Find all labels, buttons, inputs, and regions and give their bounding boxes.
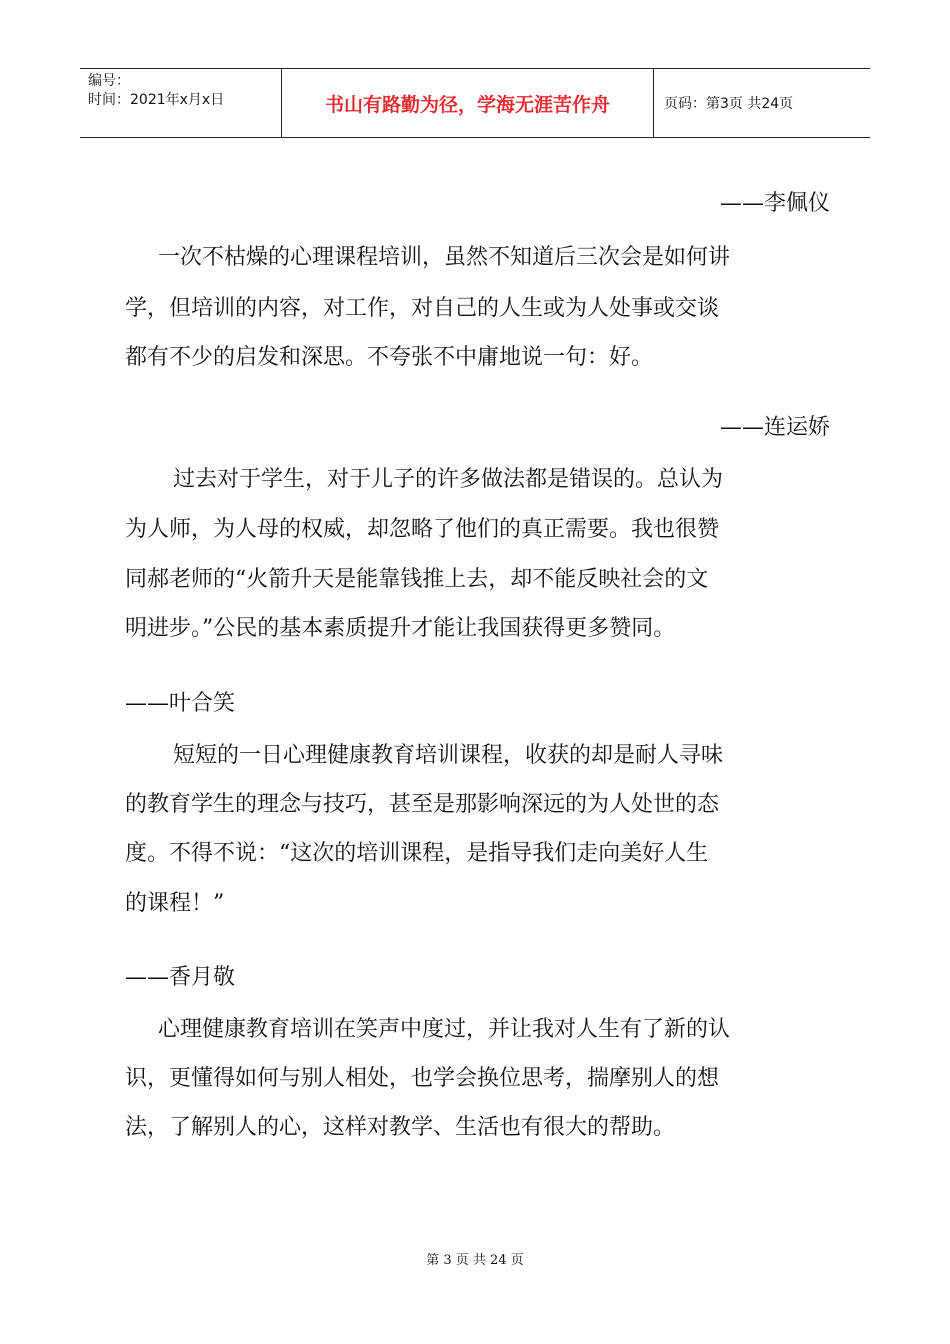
serial-label: 编号： xyxy=(88,73,130,89)
paragraph-4-line-2: 识，更懂得如何与别人相处，也学会换位思考，揣摩别人的想 xyxy=(125,1066,720,1091)
paragraph-2-line-4: 明进步。”公民的基本素质提升才能让我国获得更多赞同。 xyxy=(125,616,676,641)
signature-2: ——连运娇 xyxy=(719,415,830,440)
header-meta-cell xyxy=(80,69,282,137)
signature-1: ——李佩仪 xyxy=(719,191,830,216)
header-motto: 书山有路勤为径，学海无涯苦作舟 xyxy=(282,69,654,137)
header-page-info: 页码：第3页 共24页 xyxy=(664,96,794,112)
time-label: 时间：2021年x月x日 xyxy=(88,92,225,108)
paragraph-2-line-3: 同郝老师的“火箭升天是能靠钱推上去，却不能反映社会的文 xyxy=(125,567,709,592)
signature-4: ——香月敬 xyxy=(125,965,236,990)
signature-3: ——叶合笑 xyxy=(125,691,236,716)
document-header xyxy=(80,68,870,138)
paragraph-1-line-3: 都有不少的启发和深思。不夸张不中庸地说一句：好。 xyxy=(125,345,654,370)
paragraph-4-line-1: 心理健康教育培训在笑声中度过，并让我对人生有了新的认 xyxy=(158,1017,731,1042)
paragraph-1-line-1: 一次不枯燥的心理课程培训，虽然不知道后三次会是如何讲 xyxy=(158,245,731,270)
paragraph-3-line-2: 的教育学生的理念与技巧，甚至是那影响深远的为人处世的态 xyxy=(125,792,720,817)
paragraph-4-line-3: 法，了解别人的心，这样对教学、生活也有很大的帮助。 xyxy=(125,1115,676,1140)
paragraph-3-line-1: 短短的一日心理健康教育培训课程，收获的却是耐人寻味 xyxy=(173,743,724,768)
paragraph-1-line-2: 学，但培训的内容，对工作，对自己的人生或为人处事或交谈 xyxy=(125,296,720,321)
paragraph-2-line-2: 为人师，为人母的权威，却忽略了他们的真正需要。我也很赞 xyxy=(125,517,720,542)
paragraph-3-line-4: 的课程！” xyxy=(125,891,225,916)
paragraph-2-line-1: 过去对于学生，对于儿子的许多做法都是错误的。总认为 xyxy=(173,467,724,492)
paragraph-3-line-3: 度。不得不说：“这次的培训课程，是指导我们走向美好人生 xyxy=(125,841,709,866)
page-footer: 第 3 页 共 24 页 xyxy=(426,1253,524,1268)
